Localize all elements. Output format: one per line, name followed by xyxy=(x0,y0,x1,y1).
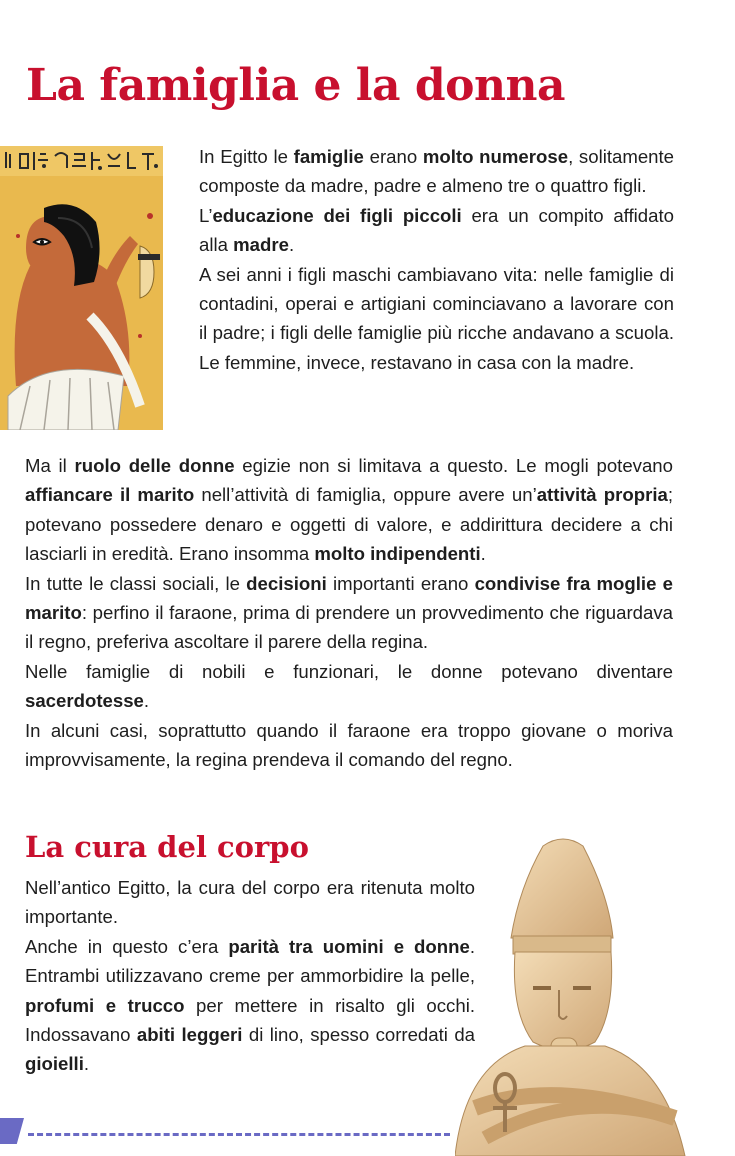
paragraph-line: Nelle famiglie di nobili e funzionari, le donne potevano diventare sacerdotesse. xyxy=(25,660,673,712)
paragraph-line: A sei anni i figli maschi cambiavano vita: nelle famiglie di contadini, operai e artigiani cominciavano a lavorare con il padre; i figli delle famiglie più ricche andavano a scuola. Le femmine, invece, restavano in casa con la madre. xyxy=(199,263,674,373)
section-title: La cura del corpo xyxy=(25,830,309,864)
paragraph-line: Anche in questo c’era parità tra uomini e donne. Entrambi utilizzavano creme per ammorbidire la pelle, profumi e trucco per mettere in risalto gli occhi. Indossavano abiti leggeri di lino, spesso corredati da gioielli. xyxy=(25,935,475,1075)
paragraph-line: In tutte le classi sociali, le decisioni importanti erano condivise fra moglie e marito: perfino il faraone, prima di prendere un provvedimento che riguardava il regno, preferiva ascoltare il parere della regina. xyxy=(25,572,673,653)
paragraph-line: In alcuni casi, soprattutto quando il faraone era troppo giovane o moriva improvvisamente, la regina prendeva il comando del regno. xyxy=(25,719,673,771)
page-title: La famiglia e la donna xyxy=(26,60,565,111)
paragraph-line: Nell’antico Egitto, la cura del corpo era ritenuta molto importante. xyxy=(25,877,475,928)
egyptian-painting-image xyxy=(0,146,163,430)
paragraph-line: Ma il ruolo delle donne egizie non si limitava a questo. Le mogli potevano affiancare il marito nell’attività di famiglia, oppure avere un’attività propria; potevano possedere denaro e oggetti di valore, e addirittura decidere a chi lasciarli in eredità. Erano insomma molto indipendenti. xyxy=(25,455,673,565)
intro-paragraph xyxy=(199,142,674,377)
dashed-divider xyxy=(28,1133,450,1136)
corner-decoration xyxy=(0,1118,24,1144)
body-care-paragraph xyxy=(25,873,475,1079)
paragraph-line: In Egitto le famiglie erano molto numerose, solitamente composte da madre, padre e almeno tre o quattro figli. xyxy=(199,146,675,197)
women-role-paragraph xyxy=(25,451,673,774)
paragraph-line: L’educazione dei figli piccoli era un compito affidato alla madre. xyxy=(199,204,674,256)
pharaoh-statue-image xyxy=(455,838,715,1156)
